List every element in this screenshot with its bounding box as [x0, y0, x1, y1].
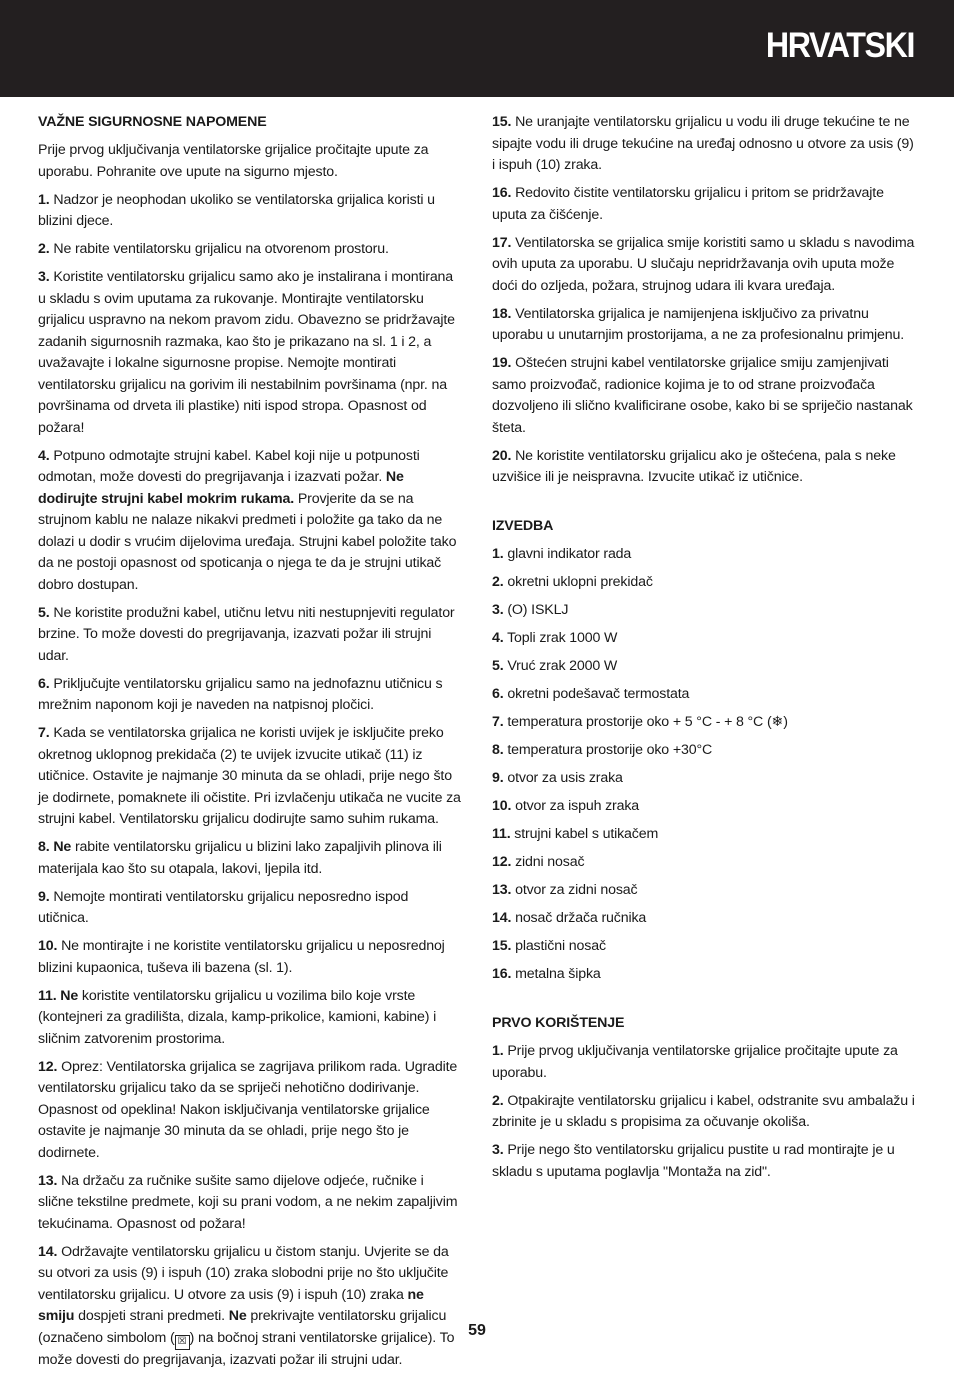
safety-item: 19. Oštećen strujni kabel ventilatorske grijalice smiju zamjenjivati samo proizvođač, radionice kojima je to od strane proizvođača dozvoljeno ili slično kvalificirane osobe, kako bi se spriječio nastanak šteta.: [492, 355, 913, 436]
safety-item: 11. Ne koristite ventilatorsku grijalicu u vozilima bilo koje vrste (kontejneri za gradilišta, dizala, kamp-prikolice, kamioni, kabine) i sličnim zatvorenim prostorima.: [38, 987, 437, 1047]
design-item: 12. zidni nosač: [492, 854, 585, 870]
safety-item: 18. Ventilatorska grijalica je namijenjena isključivo za privatnu uporabu u unutarnjim prostorijama, a ne za profesionalnu primjenu.: [492, 305, 905, 343]
safety-item: 13. Na držaču za ručnike sušite samo dijelove odjeće, ručnike i slične tekstilne predmete, koji su prani vodom, a ne nekim zapaljivim tekućinama. Opasnost od požara!: [38, 1172, 458, 1232]
safety-item: 8. Ne rabite ventilatorsku grijalicu u blizini lako zapaljivih plinova ili materijala kao što su otapala, lakovi, ljepila itd.: [38, 839, 442, 877]
page-header: [0, 0, 954, 97]
design-item: 7. temperatura prostorije oko + 5 °C - + 8 °C (❄): [492, 714, 788, 730]
safety-item: 9. Nemojte montirati ventilatorsku grijalicu neposredno ispod utičnica.: [38, 888, 409, 926]
safety-item: 6. Priključujte ventilatorsku grijalicu samo na jednofaznu utičnicu s mrežnim naponom koji je naveden na natpisnoj pločici.: [38, 675, 443, 713]
safety-item: 1. Nadzor je neophodan ukoliko se ventilatorska grijalica koristi u blizini djece.: [38, 191, 435, 229]
language-title: HRVATSKI: [765, 26, 914, 65]
safety-item: 2. Ne rabite ventilatorsku grijalicu na otvorenom prostoru.: [38, 241, 389, 257]
design-item: 11. strujni kabel s utikačem: [492, 826, 659, 842]
safety-item: 3. Koristite ventilatorsku grijalicu samo ako je instalirana i montirana u skladu s ovim uputama za rukovanje. Montirajte ventilatorsku grijalicu uspravno na nekom pravom zidu. Obavezno se pridržavajte zadanih sigurnosnih razmaka, kao što je prikazano na sl. 1 i 2, a uvažavajte i lokalne sigurnosne propise. Nemojte montirati ventilatorsku grijalicu na gorivim ili nestabilnim površinama (npr. na površinama od drveta ili plastike) niti ispod stropa. Opasnost od požara!: [38, 269, 455, 436]
do-not-cover-icon: ☒: [175, 1335, 190, 1350]
safety-item: 15. Ne uranjajte ventilatorsku grijalicu u vodu ili druge tekućine te ne sipajte vodu ili druge tekućine na uređaj odnosno u otvore za usis (9) i ispuh (10) zraka.: [492, 114, 914, 173]
first-use-item: 1. Prije prvog uključivanja ventilatorske grijalice pročitajte upute za uporabu.: [492, 1043, 898, 1081]
design-item: 5. Vruć zrak 2000 W: [492, 658, 618, 674]
design-heading: IZVEDBA: [492, 518, 554, 534]
design-item: 3. (O) ISKLJ: [492, 602, 569, 618]
safety-item: 10. Ne montirajte i ne koristite ventilatorsku grijalicu u neposrednoj blizini kupaonica, tuševa ili bazena (sl. 1).: [38, 938, 445, 976]
first-use-item: 2. Otpakirajte ventilatorsku grijalicu i kabel, odstranite svu ambalažu i zbrinite je u skladu s propisima za očuvanje okoliša.: [492, 1092, 915, 1130]
design-list: [492, 544, 916, 986]
design-item: 14. nosač držača ručnika: [492, 910, 647, 926]
safety-item: 16. Redovito čistite ventilatorsku grijalicu i pritom se pridržavajte uputa za čišćenje.: [492, 185, 884, 223]
safety-intro: Prije prvog uključivanja ventilatorske grijalice pročitajte upute za uporabu. Pohranite ove upute na sigurno mjesto.: [38, 142, 429, 180]
design-item: 1. glavni indikator rada: [492, 546, 632, 562]
design-item: 13. otvor za zidni nosač: [492, 882, 638, 898]
safety-item: 4. Potpuno odmotajte strujni kabel. Kabel koji nije u potpunosti odmotan, može dovesti do pregrijavanja i izazvati požar. Ne dodirujte strujni kabel mokrim rukama. Provjerite da se na strujnom kablu ne nalaze nikakvi predmeti i položite ga tako da ne dolazi u dodir s vrućim dijelovima uređaja. Strujni kabel položite tako da ne postoji opasnost od spoticanja o njega te da je strujni utikač dobro dostupan.: [38, 447, 457, 593]
design-item: 6. okretni podešavač termostata: [492, 686, 690, 702]
page-number: 59: [468, 1322, 486, 1339]
safety-item: 5. Ne koristite produžni kabel, utičnu letvu niti nestupnjeviti regulator brzine. To može dovesti do pregrijavanja, izazvati požar ili strujni udar.: [38, 604, 455, 664]
safety-heading: VAŽNE SIGURNOSNE NAPOMENE: [38, 114, 267, 130]
safety-item: 7. Kada se ventilatorska grijalica ne koristi uvijek je isključite preko okretnog uklopnog prekidača (2) te uvijek izvucite utikač (11) iz utičnice. Ostavite je najmanje 30 minuta da se ohladi, prije nego što je dodirnete, pomaknete ili očistite. Pri izvlačenju utikača ne vucite za strujni kabel. Ventilatorsku grijalicu dodirujte samo suhim rukama.: [38, 725, 461, 827]
design-item: 4. Topli zrak 1000 W: [492, 630, 618, 646]
design-item: 10. otvor za ispuh zraka: [492, 798, 640, 814]
snowflake-icon: ❄: [771, 714, 784, 730]
design-item: 16. metalna šipka: [492, 966, 601, 982]
first-use-item: 3. Prije nego što ventilatorsku grijalicu pustite u rad montirajte je u skladu s uputama poglavlja "Montaža na zid".: [492, 1142, 895, 1180]
safety-item: 17. Ventilatorska se grijalica smije koristiti samo u skladu s navodima ovih uputa za uporabu. U slučaju nepridržavanja ovih uputa može doći do ozljeda, požara, strujnog udara ili kvara uređaja.: [492, 234, 915, 294]
safety-item: 12. Oprez: Ventilatorska grijalica se zagrijava prilikom rada. Ugradite ventilatorsku grijalicu tako da se spriječi nehotično dodirivanje. Opasnost od opeklina! Nakon isključivanja ventilatorske grijalice ostavite je najmanje 30 minuta da se ohladi, prije nego što je dodirnete.: [38, 1058, 458, 1161]
safety-item: 20. Ne koristite ventilatorsku grijalicu ako je oštećena, pala s neke uzvišice ili je neispravna. Izvucite utikač iz utičnice.: [492, 447, 896, 485]
first-use-heading: PRVO KORIŠTENJE: [492, 1015, 625, 1031]
left-column: [38, 112, 462, 1378]
safety-item: 14. Održavajte ventilatorsku grijalicu u čistom stanju. Uvjerite se da su otvori za usis (9) i ispuh (10) zraka slobodni prije no što uključite ventilatorsku grijalicu. U otvore za usis (9) i ispuh (10) zraka ne smiju dospjeti strani predmeti. Ne prekrivajte ventilatorsku grijalicu (označeno simbolom ( ☒ ) na bočnoj strani ventilatorske grijalice). To može dovesti do pregrijavanja, izazvati požar ili strujni udar.: [38, 1243, 455, 1368]
design-item: 2. okretni uklopni prekidač: [492, 574, 653, 590]
design-item: 15. plastični nosač: [492, 938, 606, 954]
design-item: 8. temperatura prostorije oko +30°C: [492, 742, 713, 758]
design-item: 9. otvor za usis zraka: [492, 770, 623, 786]
right-column: [492, 112, 916, 1190]
